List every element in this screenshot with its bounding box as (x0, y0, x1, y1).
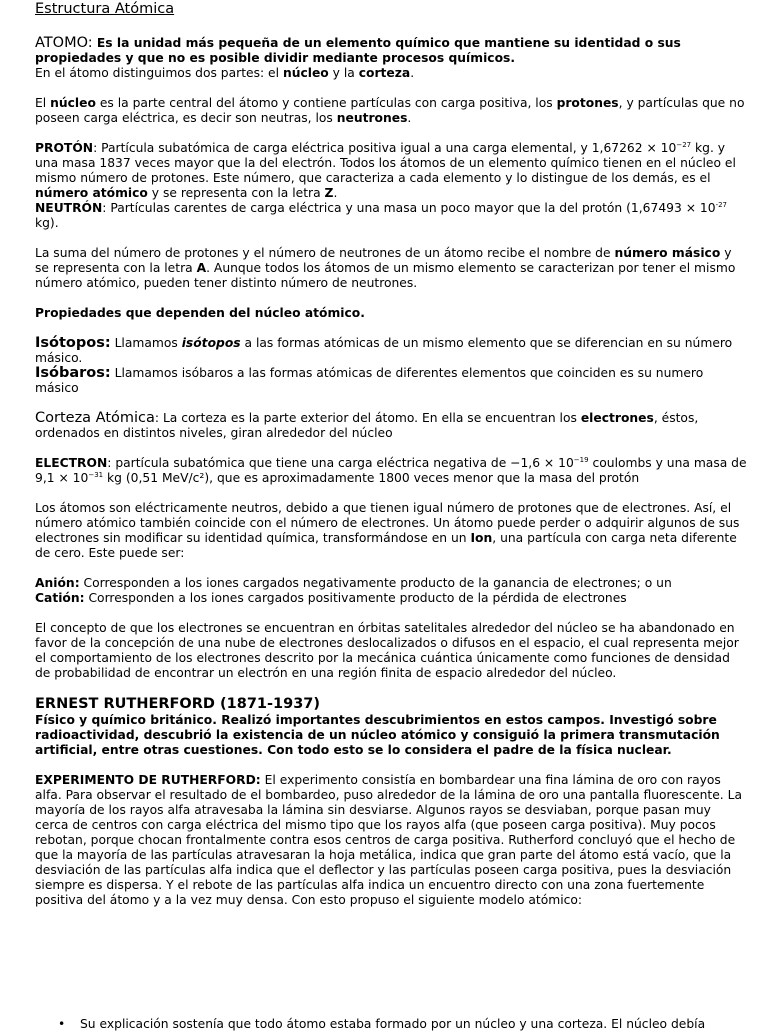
isobaros-paragraph: Isóbaros: Llamamos isóbaros a las formas atómicas de diferentes elementos que coinciden es su numero másico (35, 365, 704, 395)
rutherford-heading: ERNEST RUTHERFORD (1871-1937) (35, 696, 320, 712)
bullet-marker: • (58, 1017, 66, 1031)
experimento-paragraph: EXPERIMENTO DE RUTHERFORD: El experimento consistía en bombardear una fina lámina de oro con rayos alfa. Para observar el resultado de el bombardeo, puso alrededor de la lámina de oro una pantalla fluorescente. La mayoría de los rayos alfa atravesaba la lámina sin desviarse. Algunos rayos se desviaban, porque pasan muy cerca de centros con carga eléctrica del mismo tipo que los rayos alfa (que poseen carga positiva). Muy pocos rebotan, porque chocan frontalmente contra esos centros de carga positiva. Rutherford concluyó que el hecho de que la mayoría de las partículas atravesaran la hoja metálica, indica que gran parte del átomo está vacío, que la desviación de las partículas alfa indica que el deflector y las partículas poseen carga positiva, pues la desviación siempre es dispersa. Y el rebote de las partículas alfa indica un encuentro directo con una zona fuertemente positiva del átomo y a la vez muy densa. Con esto propuso el siguiente modelo atómico: (35, 773, 742, 907)
document-page (35, 0, 747, 908)
cation-paragraph: Catión: Corresponden a los iones cargados positivamente producto de la pérdida de electrones (35, 591, 627, 605)
nucleo-paragraph: El núcleo es la parte central del átomo y contiene partículas con carga positiva, los protones, y partículas que no poseen carga eléctrica, es decir son neutras, los neutrones. (35, 96, 745, 125)
rutherford-bio: Físico y químico británico. Realizó importantes descubrimientos en estos campos. Investigó sobre radioactividad, descubrió la existencia de un núcleo atómico y consiguió la primera transmutación artificial, entre otras cuestiones. Con todo esto se lo considera el padre de la física nuclear. (35, 713, 720, 757)
anion-paragraph: Anión: Corresponden a los iones cargados negativamente producto de la ganancia de electrones; o un (35, 576, 672, 590)
atomo-definition: ATOMO: Es la unidad más pequeña de un elemento químico que mantiene su identidad o sus propiedades y que no es posible dividir mediante procesos químicos. (35, 35, 681, 65)
neutros-paragraph: Los átomos son eléctricamente neutros, debido a que tienen igual número de protones que de electrones. Así, el número atómico también coincide con el número de electrones. Un átomo puede perder o adquirir algunos de sus electrones sin modificar su identidad química, transformándose en un Ion, una partícula con carga neta diferente de cero. Este puede ser: (35, 501, 740, 560)
atomo-parts: En el átomo distinguimos dos partes: el núcleo y la corteza. (35, 66, 415, 80)
propiedades-heading: Propiedades que dependen del núcleo atómico. (35, 306, 365, 320)
electron-paragraph: ELECTRON: partícula subatómica que tiene una carga eléctrica negativa de $-1,6 \times 10^{-19}$ coulombs y una masa de $9,1 \times 10^{-31}$ kg (0,51 MeV/c²), que es aproximadamente 1800 veces menor que la masa del protón (35, 456, 747, 485)
numero-masico-paragraph: La suma del número de protones y el número de neutrones de un átomo recibe el nombre de número másico y se representa con la letra A. Aunque todos los átomos de un mismo elemento se caracterizan por tener el mismo número atómico, pueden tener distinto número de neutrones. (35, 246, 736, 290)
isotopos-paragraph: Isótopos: Llamamos isótopos a las formas atómicas de un mismo elemento que se diferencian en su número másico. (35, 335, 733, 365)
concepto-paragraph: El concepto de que los electrones se encuentran en órbitas satelitales alrededor del núcleo se ha abandonado en favor de la concepción de una nube de electrones deslocalizados o difusos en el espacio, el cual representa mejor el comportamiento de los electrones descrito por la mecánica cuántica únicamente como funciones de densidad de probabilidad de encontrar un electrón en una región finita de espacio alrededor del núcleo. (35, 621, 739, 680)
neutron-paragraph: NEUTRÓN: Partículas carentes de carga eléctrica y una masa un poco mayor que la del protón ($1,67493 \times 10^{-27}$ kg). (35, 201, 727, 230)
proton-paragraph: PROTÓN: Partícula subatómica de carga eléctrica positiva igual a una carga elemental, y $1,67262 \times 10^{-27}$ kg. y una masa 1837 veces mayor que la del electrón. Todos los átomos de un elemento químico tienen en el núcleo el mismo número de protones. Este número, que caracteriza a cada elemento y lo distingue de los demás, es el número atómico y se representa con la letra Z. (35, 141, 736, 200)
corteza-paragraph: Corteza Atómica: La corteza es la parte exterior del átomo. En ella se encuentran los electrones, éstos, ordenados en distintos niveles, giran alrededor del núcleo (35, 410, 699, 440)
document-title: Estructura Atómica (35, 1, 175, 17)
bullet-item-text: Su explicación sostenía que todo átomo estaba formado por un núcleo y una corteza. El núcleo debía (80, 1017, 706, 1031)
